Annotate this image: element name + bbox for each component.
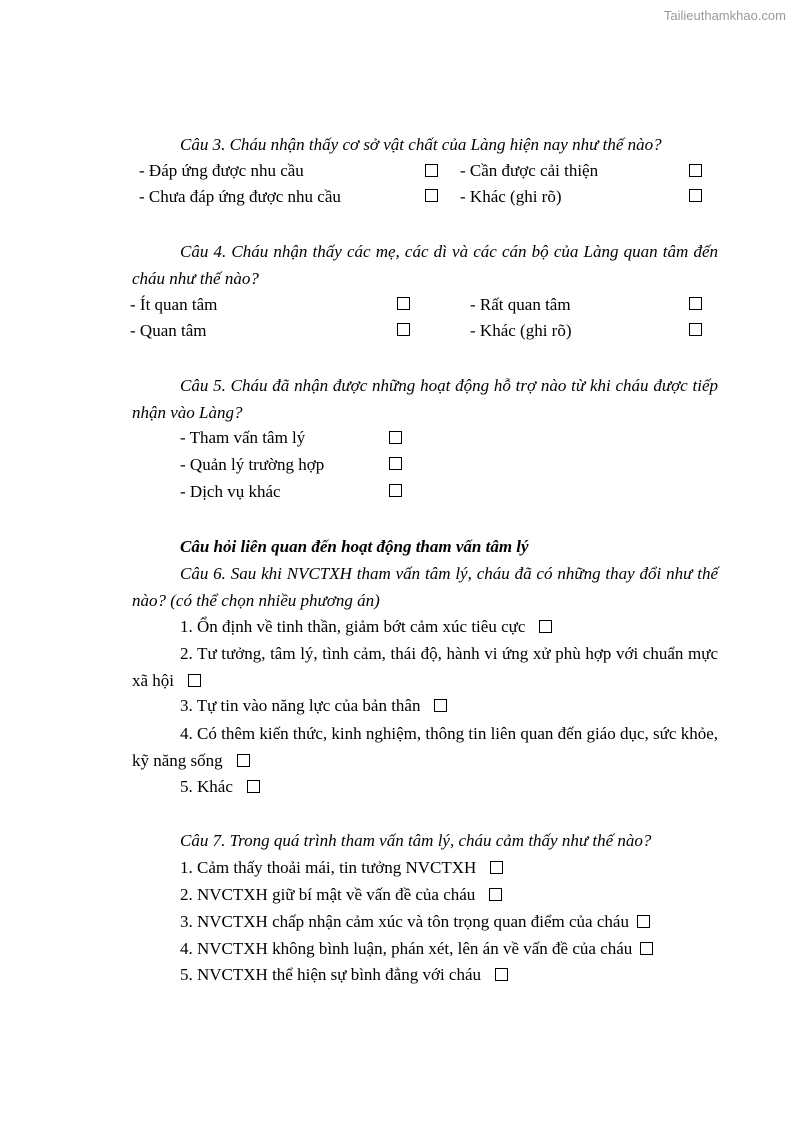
q4-option-2: - Rất quan tâm [470,295,571,314]
q4-option-3-checkbox[interactable] [397,323,410,336]
q4-option-3: - Quan tâm [130,321,207,340]
q4-option-2-checkbox[interactable] [689,297,702,310]
q6-option-2-checkbox[interactable] [188,674,201,687]
q4-option-1-checkbox[interactable] [397,297,410,310]
q3-option-2-checkbox[interactable] [689,164,702,177]
q3-option-3: - Chưa đáp ứng được nhu cầu [139,187,341,206]
question-4-title: Câu 4. Cháu nhận thấy các mẹ, các dì và các cán bộ của Làng quan tâm đến cháu như thế nào? [132,242,718,288]
watermark: Tailieuthamkhao.com [663,8,786,23]
q5-option-3: - Dịch vụ khác [180,482,281,501]
q6-option-4: 4. Có thêm kiến thức, kinh nghiệm, thông tin liên quan đến giáo dục, sức khỏe, kỹ năng sống [132,724,718,770]
question-3-title: Câu 3. Cháu nhận thấy cơ sở vật chất của Làng hiện nay như thế nào? [180,135,662,154]
q7-option-1-checkbox[interactable] [490,861,503,874]
q7-option-2-checkbox[interactable] [489,888,502,901]
q3-option-2: - Cần được cải thiện [460,161,599,180]
q7-option-2: 2. NVCTXH giữ bí mật về vấn đề của cháu [180,885,502,905]
q3-option-1: - Đáp ứng được nhu cầu [139,161,304,180]
question-5-title: Câu 5. Cháu đã nhận được những hoạt động hỗ trợ nào từ khi cháu được tiếp nhận vào Làng? [132,376,718,422]
q3-option-3-checkbox[interactable] [425,189,438,202]
q6-option-5-checkbox[interactable] [247,780,260,793]
question-7-title: Câu 7. Trong quá trình tham vấn tâm lý, cháu cảm thấy như thế nào? [180,831,652,850]
q6-option-1-checkbox[interactable] [539,620,552,633]
q4-option-4-checkbox[interactable] [689,323,702,336]
q7-option-1: 1. Cảm thấy thoải mái, tin tưởng NVCTXH [180,858,503,878]
q5-option-2: - Quản lý trường hợp [180,455,325,474]
q7-option-5: 5. NVCTXH thể hiện sự bình đẳng với cháu [180,965,508,985]
q7-option-4-checkbox[interactable] [640,942,653,955]
q4-option-4: - Khác (ghi rõ) [470,321,572,340]
question-6-title: Câu 6. Sau khi NVCTXH tham vấn tâm lý, cháu đã có những thay đổi như thế nào? (có thể chọn nhiều phương án) [132,564,718,610]
q6-option-4-checkbox[interactable] [237,754,250,767]
q6-option-1: 1. Ổn định về tinh thần, giảm bớt cảm xúc tiêu cực [180,617,552,637]
q6-option-5: 5. Khác [180,777,260,797]
q3-option-1-checkbox[interactable] [425,164,438,177]
section-heading: Câu hỏi liên quan đến hoạt động tham vấn tâm lý [180,537,529,556]
q6-option-2: 2. Tư tưởng, tâm lý, tình cảm, thái độ, hành vi ứng xử phù hợp với chuẩn mực xã hội [132,644,718,690]
q3-option-4: - Khác (ghi rõ) [460,187,562,206]
q7-option-5-checkbox[interactable] [495,968,508,981]
q5-option-2-checkbox[interactable] [389,457,402,470]
q7-option-3: 3. NVCTXH chấp nhận cảm xúc và tôn trọng quan điểm của cháu [180,912,650,932]
q4-option-1: - Ít quan tâm [130,295,218,314]
q7-option-4: 4. NVCTXH không bình luận, phán xét, lên án về vấn đề của cháu [180,939,653,959]
q5-option-1-checkbox[interactable] [389,431,402,444]
q5-option-1: - Tham vấn tâm lý [180,428,306,447]
q5-option-3-checkbox[interactable] [389,484,402,497]
q3-option-4-checkbox[interactable] [689,189,702,202]
q6-option-3-checkbox[interactable] [434,699,447,712]
q6-option-3: 3. Tự tin vào năng lực của bản thân [180,696,447,716]
q7-option-3-checkbox[interactable] [637,915,650,928]
